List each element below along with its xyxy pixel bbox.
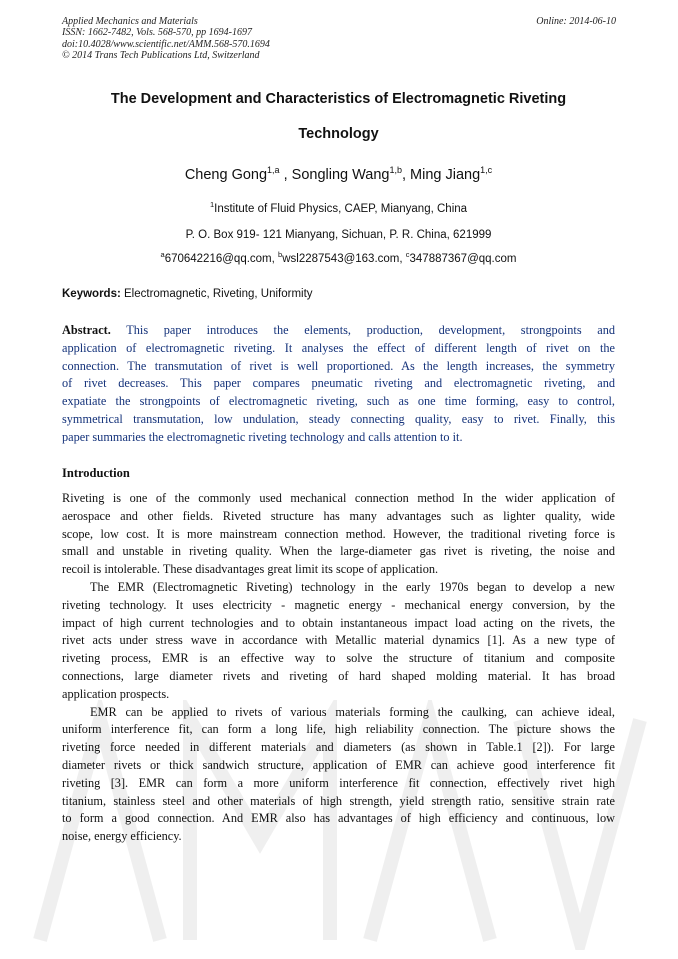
body-line: recoil is intolerable. These disadvantages great limit its scope of application.	[62, 562, 439, 577]
author-sep: ,	[279, 167, 292, 183]
affiliation-institute	[62, 200, 615, 215]
email-sep: ,	[399, 253, 406, 265]
affiliation-address: P. O. Box 919- 121 Mianyang, Sichuan, P. R. China, 621999	[185, 229, 492, 241]
abstract-line: connection. The transmutation of rivet is well proportioned. As the length increases, the symmetry	[62, 358, 615, 373]
email-address[interactable]: wsl2287543@163.com	[282, 253, 400, 265]
affiliation-sup: 1	[209, 200, 215, 209]
author-name: Cheng Gong	[184, 167, 268, 183]
email-sup: a	[160, 250, 165, 259]
introduction-body	[62, 490, 615, 846]
abstract-line: symmetrical transmutation, low undulation, steady connecting quality, easy to rivet. Finally, this	[62, 411, 615, 426]
abstract-line: paper summaries the electromagnetic riveting technology and calls attention to it.	[62, 429, 463, 444]
abstract	[62, 322, 615, 447]
body-line: application prospects.	[62, 686, 170, 701]
paper-title-line-2: Technology	[298, 126, 379, 142]
body-line: to form a good connection. And EMR also has advantages of high efficiency and continuous, low	[62, 811, 615, 826]
author-list	[62, 167, 615, 183]
email-sup: b	[278, 250, 283, 259]
keywords-label: Keywords:	[62, 288, 121, 300]
author-sep: ,	[401, 167, 411, 183]
body-line: Riveting is one of the commonly used mechanical connection method In the wider application of	[62, 491, 615, 505]
institute-text: Institute of Fluid Physics, CAEP, Mianyang, China	[214, 203, 468, 215]
keywords	[62, 288, 313, 300]
author-emails	[62, 250, 615, 265]
body-line: scope, low cost. It is more mainstream connection method. However, the traditional riveting force is	[62, 526, 615, 541]
body-line: titanium, stainless steel and other materials of high strength, yield strength ratio, sensitive strain rate	[62, 793, 615, 808]
email-address[interactable]: 347887367@qq.com	[409, 253, 517, 265]
body-line: connections, large diameter rivets and riveting of hard shaped molding material. It has broad	[62, 668, 615, 683]
abstract-line: application of electromagnetic riveting. It analyses the effect of different length of rivet on the	[62, 340, 615, 355]
body-line: riveting force needed in different materials and diameters (as shown in Table.1 [2]). For large	[62, 740, 615, 755]
author-sup: 1,c	[480, 165, 493, 175]
body-line: aerospace and other fields. Riveted structure has many advantages such as lighter quality, wide	[62, 508, 615, 523]
body-line: riveting technology. It uses electricity - magnetic energy - mechanical energy conversion, by the	[62, 597, 615, 612]
email-sup: c	[405, 250, 410, 259]
email-address[interactable]: 670642216@qq.com	[164, 253, 272, 265]
paper-title-line-1: The Development and Characteristics of Electromagnetic Riveting	[110, 91, 567, 107]
author-sup: 1,a	[267, 165, 280, 175]
author-name: Songling Wang	[291, 167, 390, 183]
body-line: riveting [3]. EMR can form a more uniform interference fit connection, effectively rivet high	[62, 775, 615, 790]
journal-name: Applied Mechanics and Materials	[62, 16, 198, 27]
body-line: small and unstable in riveting quality. When the large-diameter gas rivet is riveting, the noise and	[62, 544, 615, 559]
abstract-line-text: This paper introduces the elements, production, development, strongpoints and	[110, 323, 615, 337]
email-sep: ,	[271, 253, 279, 265]
abstract-label: Abstract.	[62, 323, 111, 337]
journal-issn: ISSN: 1662-7482, Vols. 568-570, pp 1694-1697	[62, 27, 252, 39]
abstract-line	[62, 322, 615, 340]
keywords-text: Electromagnetic, Riveting, Uniformity	[124, 288, 313, 300]
body-line: riveting process, EMR is an effective way to solve the structure of titanium and composite	[62, 651, 615, 666]
section-heading-introduction: Introduction	[62, 466, 130, 480]
body-line: rivet acts under stress wave in accordance with Metallic material dynamics [1]. As a new type of	[62, 633, 615, 648]
abstract-line: expatiate the strongpoints of electromagnetic riveting, such as one time forming, easy to control,	[62, 394, 615, 409]
journal-header	[62, 16, 270, 61]
author-sup: 1,b	[389, 165, 402, 175]
body-line: The EMR (Electromagnetic Riveting) technology in the early 1970s began to develop a new	[90, 579, 615, 594]
journal-doi: doi:10.4028/www.scientific.net/AMM.568-570.1694	[62, 38, 270, 50]
body-line: EMR can be applied to rivets of various materials forming the caulking, can achieve ideal,	[90, 704, 615, 719]
body-line: uniform interference fit, can form a long life, high reliability connection. The picture shows the	[62, 722, 615, 737]
body-line: noise, energy efficiency.	[62, 829, 182, 844]
abstract-line: of rivet decreases. This paper compares pneumatic riveting and electromagnetic riveting, and	[62, 376, 615, 391]
journal-copyright: © 2014 Trans Tech Publications Ltd, Switzerland	[62, 49, 260, 61]
online-date: Online: 2014-06-10	[536, 16, 616, 27]
author-name: Ming Jiang	[410, 167, 481, 183]
body-line: impact of high current technologies and to obtain instantaneous impact load acting on the rivets, the	[62, 615, 615, 630]
body-line: diameter rivets or thick sandwich structure, application of EMR can achieve good interference fit	[62, 757, 615, 772]
